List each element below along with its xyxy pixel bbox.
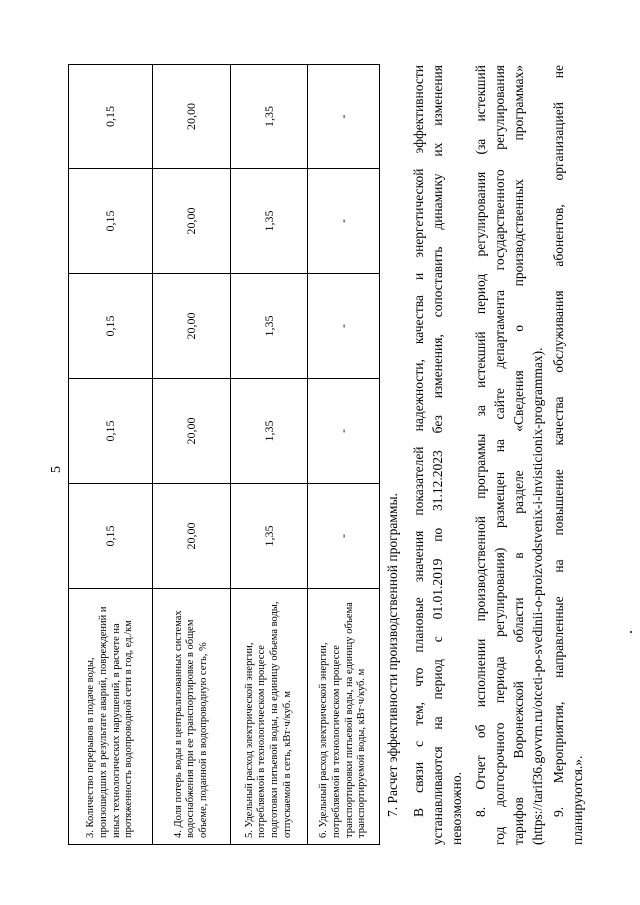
table-cell: 20,00	[153, 379, 231, 484]
paragraph-line: невозможно.	[449, 771, 464, 845]
table-cell: 1,35	[231, 274, 308, 379]
table-cell: -	[308, 484, 380, 589]
table-cell: 0,15	[69, 65, 153, 169]
report-link[interactable]: (https://tarif36.govvrn.ru/otcеti-po-svedinii-o-proizvodstvenix-i-invisticionix-programmax).	[530, 347, 545, 845]
table-cell: 0,15	[69, 484, 153, 589]
table-cell: -	[308, 379, 380, 484]
section-heading: 7. Расчет эффективности производственной программы.	[385, 493, 400, 817]
scan-speck	[630, 631, 632, 633]
table-cell: 0,15	[69, 274, 153, 379]
row-label: 5. Удельный расход электрической энергии, потребляемой в технологическом процессе подготовки питьевой воды, на единицу объема воды, отпускаемой в сеть, кВт·ч/куб. м	[231, 589, 308, 845]
table-row	[153, 65, 231, 845]
indicators-table	[68, 64, 380, 845]
table-cell: 0,15	[69, 169, 153, 274]
table-cell: 1,35	[231, 484, 308, 589]
table-row	[308, 65, 380, 845]
table-row	[231, 65, 308, 845]
paragraph-line: тарифов Воронежской области в разделе «Сведения о производственных программах»	[511, 65, 526, 845]
table-cell: 20,00	[153, 484, 231, 589]
row-label: 6. Удельный расход электрической энергии, потребляемой в технологическом процессе транспортировки питьевой воды, на единицу объема транспортируемой воды, кВт·ч/куб. м	[308, 589, 380, 845]
paragraph-line: устанавливаются на период с 01.01.2019 по 31.12.2023 без изменения, сопоставить динамику их изменения	[430, 65, 445, 845]
page-number: 5	[49, 466, 64, 473]
paragraph-line: год долгосрочного периода регулирования) размещен на сайте департамента государственного регулирования	[492, 65, 507, 845]
table-cell: 1,35	[231, 65, 308, 169]
row-label: 3. Количество перерывов в подаче воды, произошедших в результате аварий, повреждений и иных технологических нарушений, в расчете на протяженность водопроводной сети в год, ед./км	[69, 589, 153, 845]
table-cell: 1,35	[231, 169, 308, 274]
paragraph-line: 9. Мероприятия, направленные на повышение качества обслуживания абонентов, организацией не	[551, 65, 566, 817]
paragraph-line: планируются.».	[570, 755, 585, 845]
table-cell: -	[308, 65, 380, 169]
table-cell: 20,00	[153, 274, 231, 379]
row-label: 4. Доля потерь воды в централизованных системах водоснабжения при ее транспортировке в общем объеме, поданной в водопроводную сеть, %	[153, 589, 231, 845]
table-cell: 0,15	[69, 379, 153, 484]
paragraph-line: 8. Отчет об исполнении производственной программы за истекший период регулирования (за истекший	[473, 65, 488, 817]
table-cell: -	[308, 274, 380, 379]
table-cell: 20,00	[153, 65, 231, 169]
paragraph-line: В связи с тем, что плановые значения показателей надежности, качества и энергетической эффективности	[411, 65, 426, 817]
table-row	[69, 65, 153, 845]
table-cell: 1,35	[231, 379, 308, 484]
table-cell: 20,00	[153, 169, 231, 274]
table-cell: -	[308, 169, 380, 274]
